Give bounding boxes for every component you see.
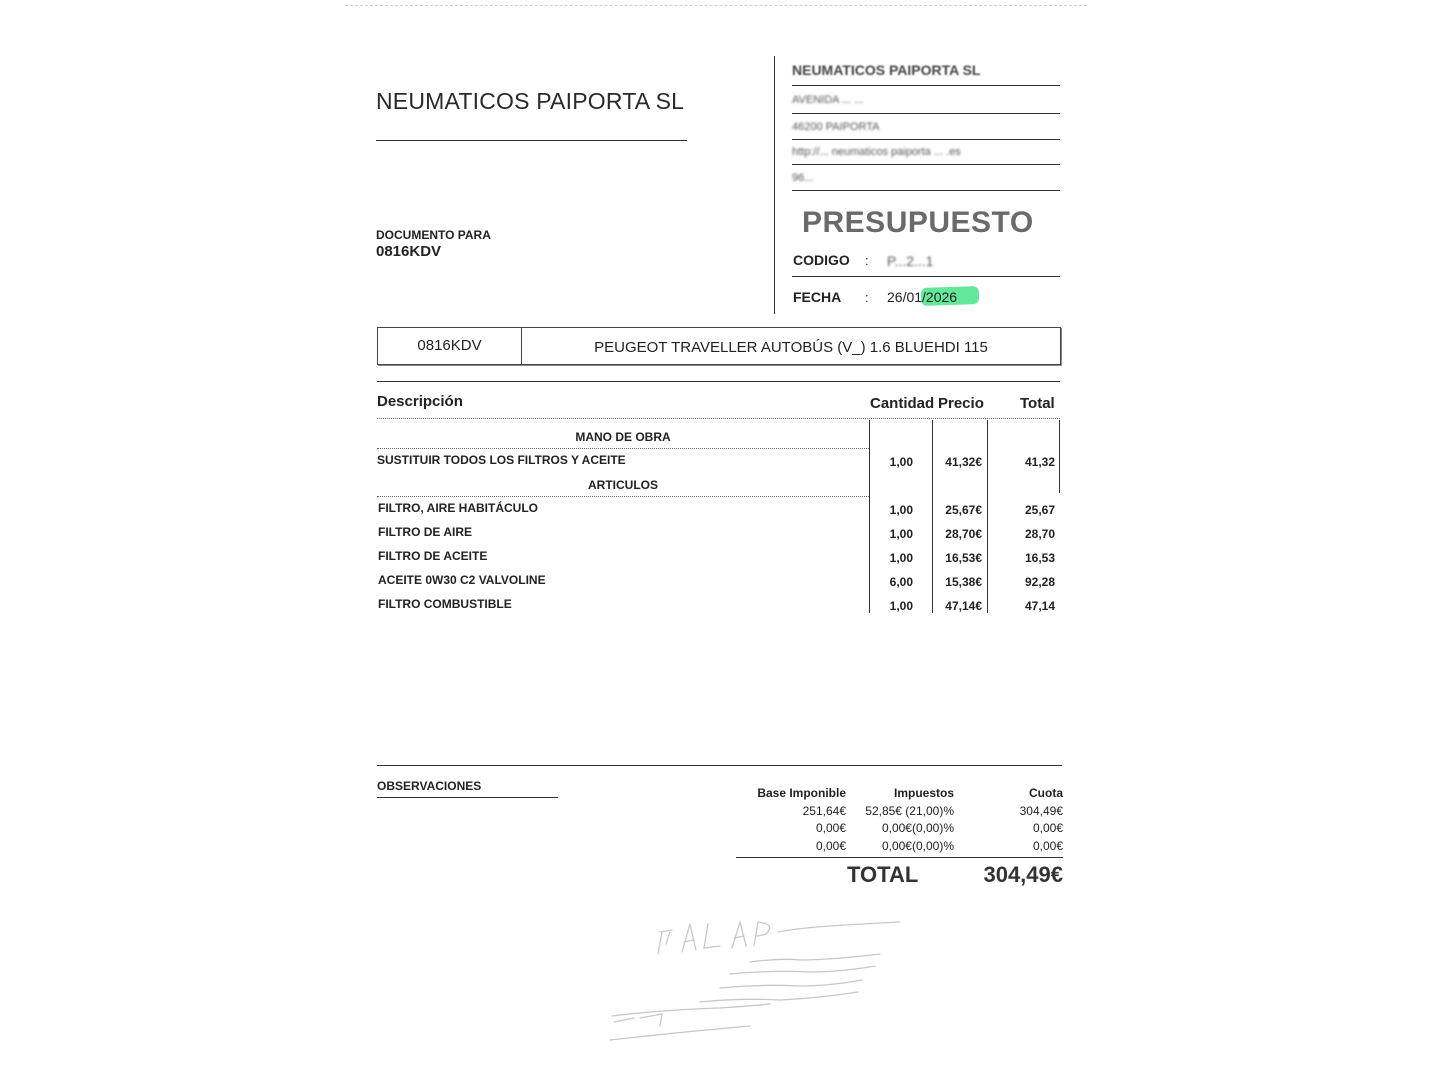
line-item-description: FILTRO DE ACEITE bbox=[378, 549, 488, 563]
company-name: NEUMATICOS PAIPORTA SL bbox=[376, 88, 685, 114]
signature-stamp bbox=[600, 910, 920, 1050]
document-type-title: PRESUPUESTO bbox=[802, 206, 1034, 239]
line-item-price: 16,53€ bbox=[945, 551, 982, 565]
totals-header-quota: Cuota bbox=[1029, 786, 1063, 800]
totals-tax-value: 52,85€ (21,00)% bbox=[865, 804, 954, 818]
line-item-description: ACEITE 0W30 C2 VALVOLINE bbox=[378, 573, 546, 587]
totals-base-value: 0,00€ bbox=[815, 821, 846, 835]
line-item-price: 25,67€ bbox=[945, 503, 982, 517]
line-item-description: FILTRO, AIRE HABITÁCULO bbox=[378, 501, 538, 515]
header-city-line: 46200 PAIPORTA bbox=[792, 121, 880, 133]
footer-top-rule bbox=[377, 765, 1062, 766]
company-underline bbox=[376, 140, 687, 141]
line-item-quantity: 1,00 bbox=[889, 599, 913, 613]
table-top-rule bbox=[377, 381, 1060, 382]
observations-underline bbox=[377, 797, 558, 798]
codigo-colon: : bbox=[865, 253, 869, 268]
fecha-label: FECHA bbox=[793, 289, 842, 305]
totals-base-value: 0,00€ bbox=[815, 839, 846, 853]
section-rule bbox=[377, 496, 869, 497]
line-item-total: 25,67 bbox=[1024, 503, 1055, 517]
line-item-description: FILTRO DE AIRE bbox=[378, 525, 472, 539]
header-separator bbox=[774, 56, 775, 314]
fecha-colon: : bbox=[865, 290, 869, 305]
line-item-price: 15,38€ bbox=[945, 575, 982, 589]
section-rule bbox=[377, 448, 869, 449]
line-item-price: 28,70€ bbox=[945, 527, 982, 541]
grand-total-value: 304,49€ bbox=[983, 862, 1063, 887]
totals-tax-value: 0,00€(0,00)% bbox=[881, 839, 954, 853]
totals-header-base: Base Imponible bbox=[757, 786, 846, 800]
fecha-value: 26/01/2026 bbox=[887, 289, 958, 305]
line-item-price: 41,32€ bbox=[945, 455, 982, 469]
section-title-articles: ARTICULOS bbox=[588, 478, 658, 492]
line-item-total: 47,14 bbox=[1024, 599, 1055, 613]
line-item-total: 16,53 bbox=[1024, 551, 1055, 565]
totals-header-tax: Impuestos bbox=[893, 786, 954, 800]
header-company-name: NEUMATICOS PAIPORTA SL bbox=[792, 62, 981, 78]
line-item-total: 28,70 bbox=[1024, 527, 1055, 541]
line-item-quantity: 1,00 bbox=[889, 551, 913, 565]
vehicle-model: PEUGEOT TRAVELLER AUTOBÚS (V_) 1.6 BLUEHDI 115 bbox=[594, 339, 988, 356]
vehicle-plate: 0816KDV bbox=[417, 337, 482, 354]
column-header-price: Precio bbox=[938, 395, 984, 412]
scan-edge-line bbox=[345, 5, 1087, 6]
header-rule bbox=[792, 190, 1060, 191]
line-item-quantity: 6,00 bbox=[889, 575, 913, 589]
totals-quota-value: 304,49€ bbox=[1019, 804, 1063, 818]
column-header-quantity: Cantidad bbox=[870, 395, 935, 412]
line-item-quantity: 1,00 bbox=[889, 527, 913, 541]
document-for-value: 0816KDV bbox=[376, 243, 442, 260]
codigo-label: CODIGO bbox=[793, 252, 850, 268]
codigo-rule bbox=[792, 276, 1060, 277]
section-title-labor: MANO DE OBRA bbox=[575, 430, 671, 444]
header-rule bbox=[792, 85, 1060, 86]
table-header-rule bbox=[377, 418, 1060, 419]
column-header-description: Descripción bbox=[377, 393, 463, 410]
header-phone-line: 96... bbox=[792, 172, 814, 184]
column-divider bbox=[1059, 420, 1060, 493]
totals-tax-value: 0,00€(0,00)% bbox=[881, 821, 954, 835]
header-rule bbox=[792, 164, 1060, 165]
header-rule bbox=[792, 139, 1060, 140]
vehicle-box bbox=[377, 327, 1061, 365]
line-item-total: 92,28 bbox=[1024, 575, 1055, 589]
line-item-price: 47,14€ bbox=[945, 599, 982, 613]
header-rule bbox=[792, 113, 1060, 114]
line-item-description: SUSTITUIR TODOS LOS FILTROS Y ACEITE bbox=[377, 453, 626, 467]
codigo-value: P...2...1 bbox=[887, 253, 934, 269]
grand-total-label: TOTAL bbox=[847, 862, 919, 887]
document-for-label: DOCUMENTO PARA bbox=[376, 228, 491, 242]
totals-rule bbox=[736, 857, 1063, 858]
totals-quota-value: 0,00€ bbox=[1032, 821, 1063, 835]
totals-base-value: 251,64€ bbox=[802, 804, 846, 818]
header-address-line: AVENIDA ... ... bbox=[792, 94, 864, 106]
header-web-line: http://... neumaticos paiporta ... .es bbox=[792, 146, 961, 158]
line-item-description: FILTRO COMBUSTIBLE bbox=[378, 597, 512, 611]
column-header-total: Total bbox=[1020, 395, 1055, 412]
line-item-total: 41,32 bbox=[1024, 455, 1055, 469]
totals-quota-value: 0,00€ bbox=[1032, 839, 1063, 853]
line-item-quantity: 1,00 bbox=[889, 503, 913, 517]
line-item-quantity: 1,00 bbox=[889, 455, 913, 469]
observations-label: OBSERVACIONES bbox=[377, 779, 482, 793]
